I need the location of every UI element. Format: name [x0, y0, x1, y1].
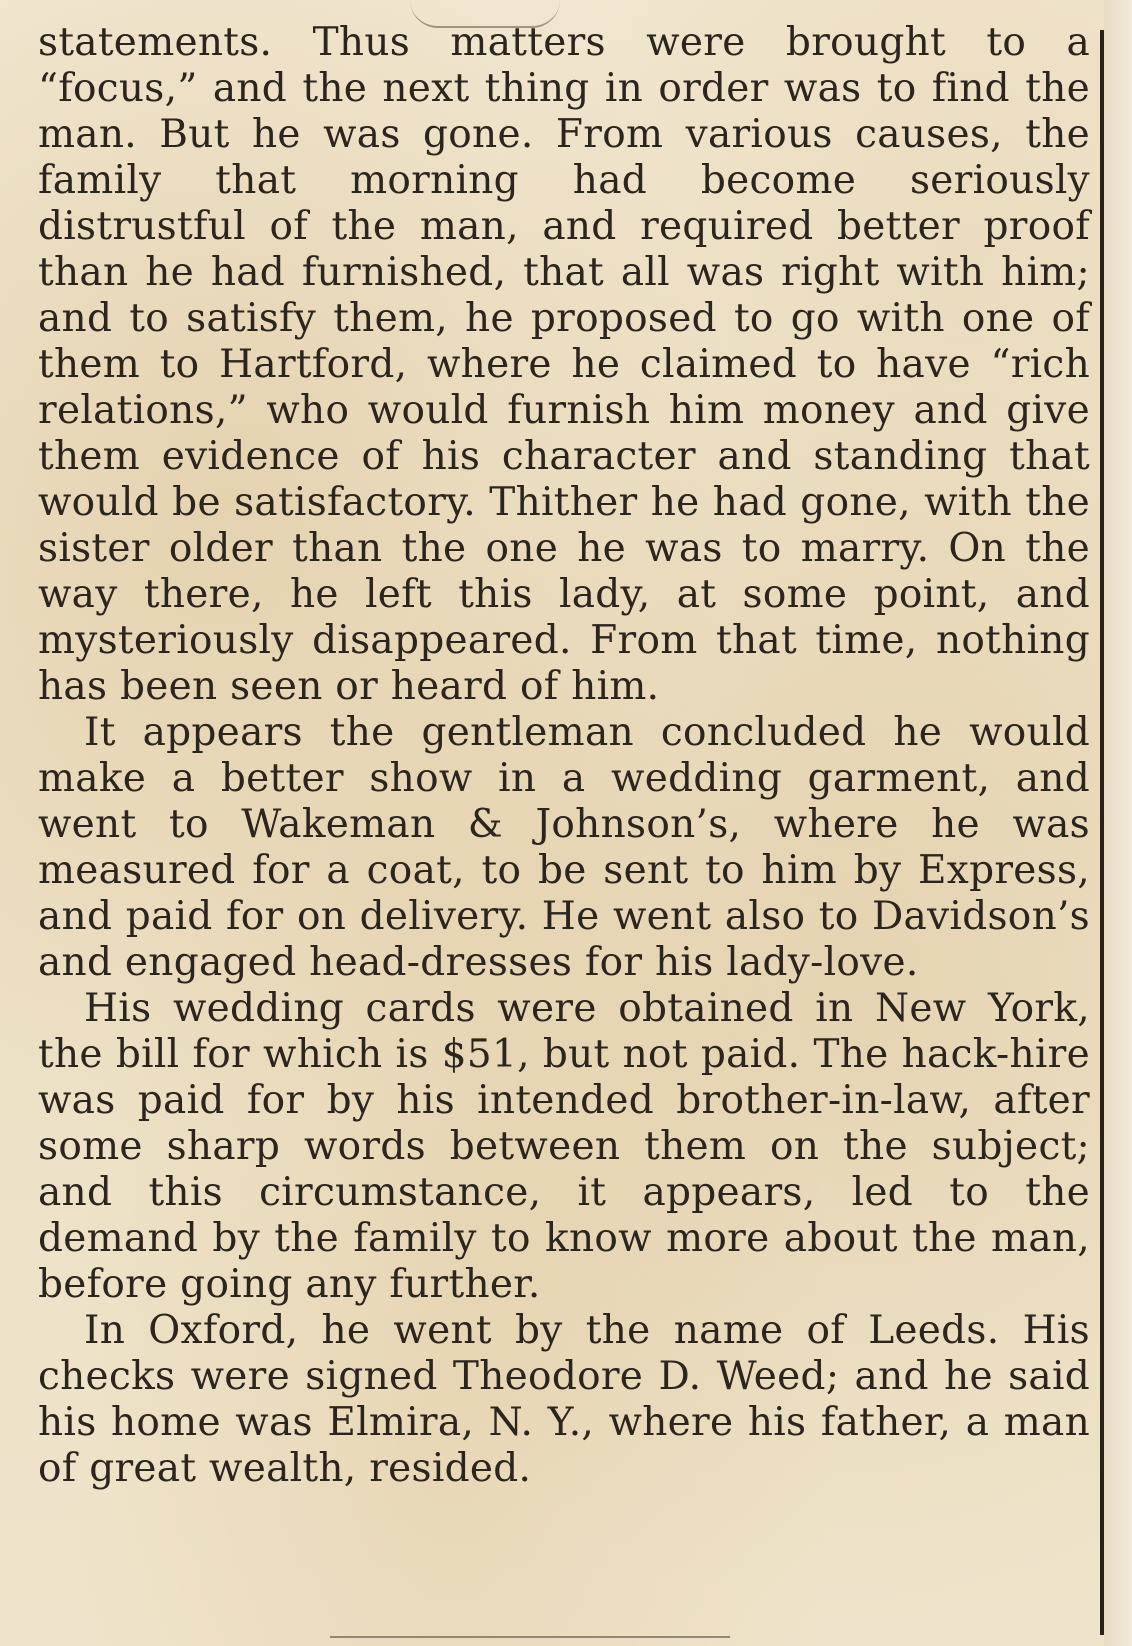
bottom-rule: [330, 1636, 730, 1638]
paragraph-3: His wedding cards were obtained in New York, the bill for which is $51, but not paid. The hack-hire was paid for by his intended brother-in-law, after some sharp words between them on the subject; and this circumstance, it appears, led to the demand by the family to know more about the man, before going any further.: [38, 986, 1090, 1307]
paragraph-4: In Oxford, he went by the name of Leeds. His checks were signed Theodore D. Weed; and he said his home was Elmira, N. Y., where his father, a man of great wealth, resided.: [38, 1308, 1090, 1491]
article-text: [38, 20, 1090, 1492]
adjacent-column-edge: [1104, 0, 1132, 1646]
paragraph-1: statements. Thus matters were brought to a “focus,” and the next thing in order was to find the man. But he was gone. From various causes, the family that morning had become seriously distrustful of the man, and required better proof than he had furnished, that all was right with him; and to satisfy them, he proposed to go with one of them to Hartford, where he claimed to have “rich relations,” who would furnish him money and give them evidence of his character and standing that would be satisfactory. Thither he had gone, with the sister older than the one he was to marry. On the way there, he left this lady, at some point, and mysteriously disappeared. From that time, nothing has been seen or heard of him.: [38, 20, 1090, 709]
paragraph-2: It appears the gentleman concluded he would make a better show in a wedding garment, and went to Wakeman & Johnson’s, where he was measured for a coat, to be sent to him by Express, and paid for on delivery. He went also to Davidson’s and engaged head-dresses for his lady-love.: [38, 710, 1090, 985]
